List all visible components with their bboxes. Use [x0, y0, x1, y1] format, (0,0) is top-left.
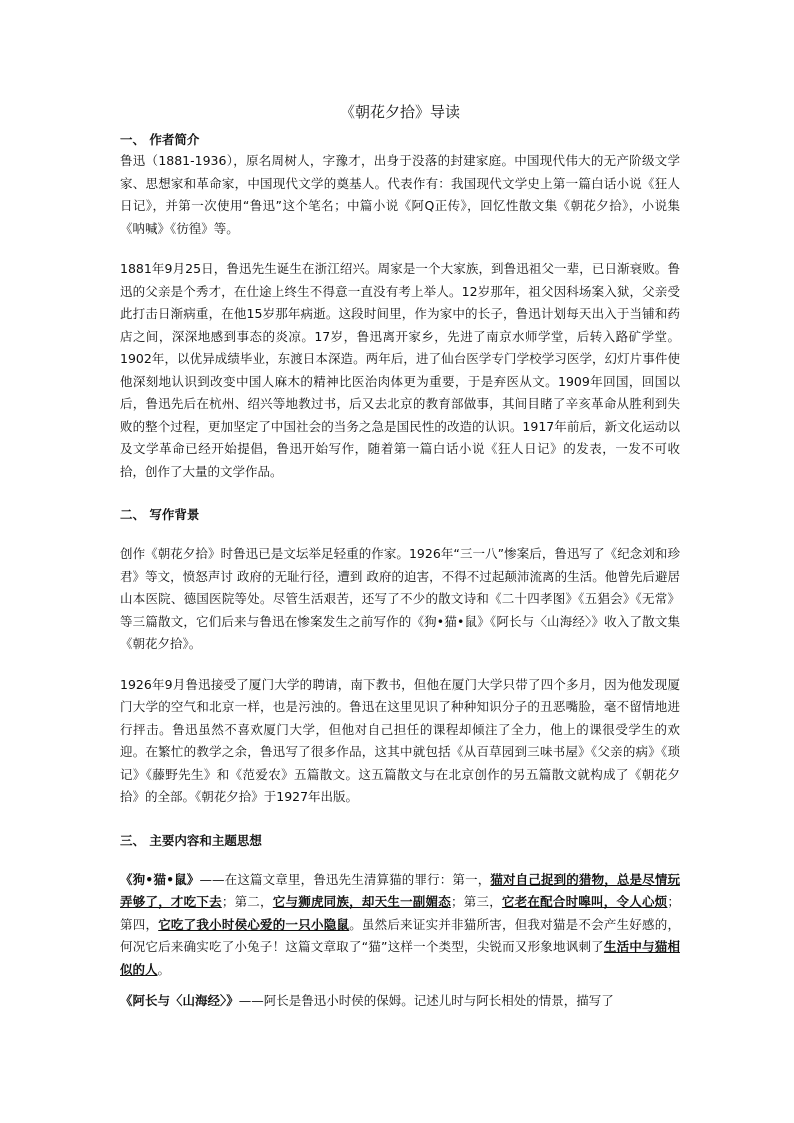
section-heading-background: 二、 写作背景: [120, 507, 200, 522]
content-paragraph-ah-chang: [120, 990, 680, 1013]
section-heading-author: 一、 作者简介: [120, 132, 200, 147]
content-paragraph-dog-cat-mouse: [120, 869, 680, 982]
author-biography-paragraph: 1881年9月25日，鲁迅先生诞生在浙江绍兴。周家是一个大家族，到鲁迅祖父一辈，已日渐衰败。鲁迅的父亲是个秀才，在仕途上终生不得意一直没有考上举人。12岁那年，祖父因科场案入狱，父亲受此打击日渐病重，在他15岁那年病逝。这段时间里，作为家中的长子，鲁迅计划每天出入于当铺和药店之间，深深地感到事态的炎凉。17岁，鲁迅离开家乡，先进了南京水师学堂，后转入路矿学堂。1902年，以优异成绩毕业，东渡日本深造。两年后，进了仙台医学专门学校学习医学，幻灯片事件使他深刻地认识到改变中国人麻木的精神比医治肉体更为重要，于是弃医从文。1909年回国，回国以后，鲁迅先后在杭州、绍兴等地教过书，后又去北京的教育部做事，其间目睹了辛亥革命从胜利到失败的整个过程，更加坚定了中国社会的当务之急是国民性的改造的认识。1917年前后，新文化运动以及文学革命已经开始提倡，鲁迅开始写作，随着第一篇白话小说《狂人日记》的发表，一发不可收拾，创作了大量的文学作品。: [120, 261, 680, 479]
essay-title: 《阿长与〈山海经〉》: [120, 993, 239, 1008]
section-background: [120, 505, 680, 809]
essay-title: 《狗•猫•鼠》: [120, 871, 200, 887]
paragraph-text: ；第四，: [120, 894, 680, 932]
document-page: [120, 100, 680, 1013]
highlighted-text: 它老在配合时嗥叫，令人心烦: [501, 894, 668, 909]
highlighted-text: 它吃了我小时侯心爱的一只小隐鼠: [158, 916, 350, 932]
section-author: [120, 130, 680, 483]
paragraph-text: 。虽然后来证实并非猫所害，但我对猫是不会产生好感的，何况它后来确实吃了小兔子！这篇文章取了“猫”这样一个类型，尖锐而又形象地讽刺了: [120, 916, 680, 954]
paragraph-text: ；第三，: [451, 894, 502, 909]
section-heading-content: 三、 主要内容和主题思想: [120, 832, 262, 848]
background-paragraph-1: 创作《朝花夕拾》时鲁迅已是文坛举足轻重的作家。1926年“三一八”惨案后，鲁迅写了《纪念刘和珍君》等文，愤怒声讨 政府的无耻行径，遭到 政府的迫害，不得不过起颠沛流离的生活。他曾先后避居山本医院、德国医院等处。尽管生活艰苦，还写了不少的散文诗和《二十四孝图》《五猖会》《无常》等三篇散文，它们后来与鲁迅在惨案发生之前写作的《狗•猫•鼠》《阿长与〈山海经〉》收入了散文集《朝花夕拾》。: [120, 546, 680, 651]
highlighted-text: 猫对自己捉到的猎物，总是尽情玩弄够了，才吃下去: [120, 871, 680, 909]
document-title: 《朝花夕拾》导读: [339, 103, 460, 121]
section-content: [120, 831, 680, 1013]
highlighted-text: 生活中与猫相似的人: [120, 939, 680, 977]
paragraph-text: 。: [157, 961, 171, 977]
background-paragraph-2: 1926年9月鲁迅接受了厦门大学的聘请，南下教书，但他在厦门大学只带了四个多月，因为他发现厦门大学的空气和北京一样，也是污浊的。鲁迅在这里见识了种种知识分子的丑恶嘴脸，毫不留情地进行抨击。鲁迅虽然不喜欢厦门大学，但他对自己担任的课程却倾注了全力，他上的课很受学生的欢迎。在繁忙的教学之余，鲁迅写了很多作品，这其中就包括《从百草园到三味书屋》《父亲的病》《琐记》《藤野先生》和《范爱农》五篇散文。这五篇散文与在北京创作的另五篇散文就构成了《朝花夕拾》的全部。《朝花夕拾》于1927年出版。: [120, 676, 680, 804]
highlighted-text: 它与狮虎同族，却天生一副媚态: [272, 894, 451, 909]
author-intro-paragraph: 鲁迅（1881-1936），原名周树人，字豫才，出身于没落的封建家庭。中国现代伟大的无产阶级文学家、思想家和革命家，中国现代文学的奠基人。代表作有：我国现代文学史上第一篇白话小说《狂人日记》，并第一次使用“鲁迅”这个笔名；中篇小说《阿Q正传》，回忆性散文集《朝花夕拾》，小说集《呐喊》《彷徨》等。: [120, 153, 680, 236]
paragraph-text: ；第二，: [221, 894, 273, 909]
paragraph-text: ——阿长是鲁迅小时侯的保姆。记述儿时与阿长相处的情景，描写了: [238, 993, 614, 1008]
paragraph-text: ——在这篇文章里，鲁迅先生清算猫的罪行：第一，: [199, 871, 491, 887]
